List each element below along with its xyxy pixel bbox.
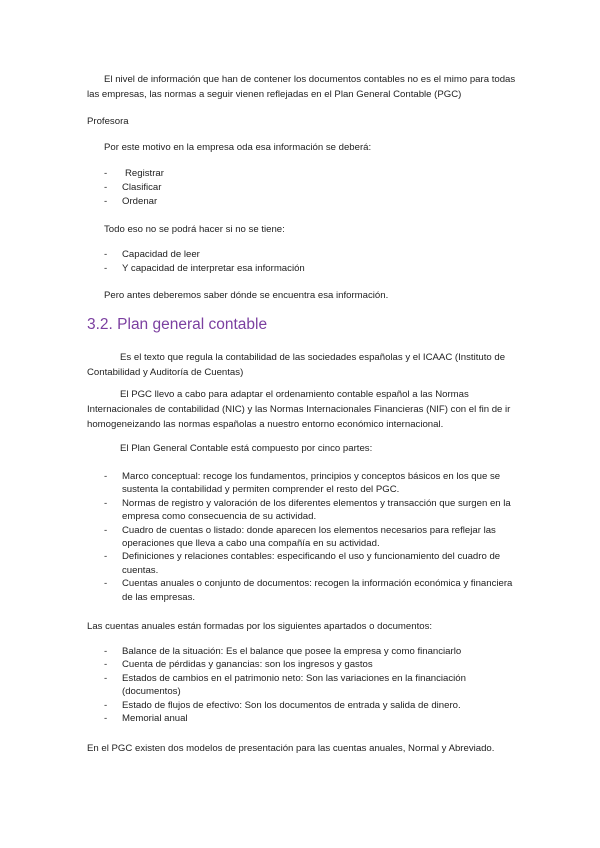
intro-paragraph-4: Pero antes deberemos saber dónde se encuentra esa información. — [104, 290, 389, 301]
pgc-parts-list — [104, 470, 516, 604]
annual-accounts-list — [104, 645, 484, 725]
list-item: - Balance de la situación: Es el balance que posee la empresa y como financiarlo — [104, 646, 462, 657]
section-paragraph-2: El PGC llevo a cabo para adaptar el ordenamiento contable español a las Normas Internacionales de contabilidad (NIC) y las Normas Internacionales Financieras (NIF) con el fin de ir homogeneizando las normas españolas a nuestro entorno económico internacional. — [87, 389, 511, 430]
list-item: - Capacidad de leer — [104, 249, 200, 260]
section-heading: 3.2. Plan general contable — [87, 316, 268, 333]
list-item: - Cuenta de pérdidas y ganancias: son los ingresos y gastos — [104, 659, 373, 671]
intro-paragraph-2: Por este motivo en la empresa oda esa información se deberá: — [104, 142, 372, 153]
list-item: - Marco conceptual: recoge los fundamentos, principios y conceptos básicos en los que se sustenta la contabilidad y permiten comprender el resto del PGC. — [104, 471, 501, 496]
list-item: - Clasificar — [104, 182, 162, 193]
list-item: - Ordenar — [104, 196, 158, 207]
list-item: - Estados de cambios en el patrimonio neto: Son las variaciones en la financiación (documentos) — [104, 672, 466, 698]
list-item: - Cuentas anuales o conjunto de documentos: recogen la información económica y financiera de las empresas. — [104, 578, 513, 603]
capability-list — [104, 248, 484, 276]
profesora-label: Profesora — [87, 116, 129, 127]
section-paragraph-3: El Plan General Contable está compuesto por cinco partes: — [120, 443, 373, 454]
list-item: - Memorial anual — [104, 713, 188, 725]
intro-paragraph: El nivel de información que han de contener los documentos contables no es el mimo para todas las empresas, las normas a seguir vienen reflejadas en el Plan General Contable (PGC) — [87, 74, 516, 100]
action-list — [104, 167, 484, 209]
section-paragraph-1: Es el texto que regula la contabilidad de las sociedades españolas y el ICAAC (Instituto de Contabilidad y Auditoría de Cuentas) — [87, 352, 506, 378]
list-item: - Cuadro de cuentas o listado: donde aparecen los elementos necesarios para reflejar las operaciones que lleva a cabo una compañía en su actividad. — [104, 524, 496, 550]
list-item: - Normas de registro y valoración de los diferentes elementos y transacción que surgen en la empresa como consecuencia de su actividad. — [104, 497, 511, 523]
intro-paragraph-3: Todo eso no se podrá hacer si no se tiene: — [104, 224, 285, 235]
section-paragraph-5: En el PGC existen dos modelos de presentación para las cuentas anuales, Normal y Abreviado. — [87, 743, 495, 754]
section-paragraph-4: Las cuentas anuales están formadas por los siguientes apartados o documentos: — [87, 621, 433, 632]
list-item: - Registrar — [104, 168, 164, 179]
list-item: - Estado de flujos de efectivo: Son los documentos de entrada y salida de dinero. — [104, 699, 461, 711]
list-item: - Definiciones y relaciones contables: especificando el uso y funcionamiento del cuadro de cuentas. — [104, 551, 501, 576]
list-item: - Y capacidad de interpretar esa información — [104, 263, 305, 274]
